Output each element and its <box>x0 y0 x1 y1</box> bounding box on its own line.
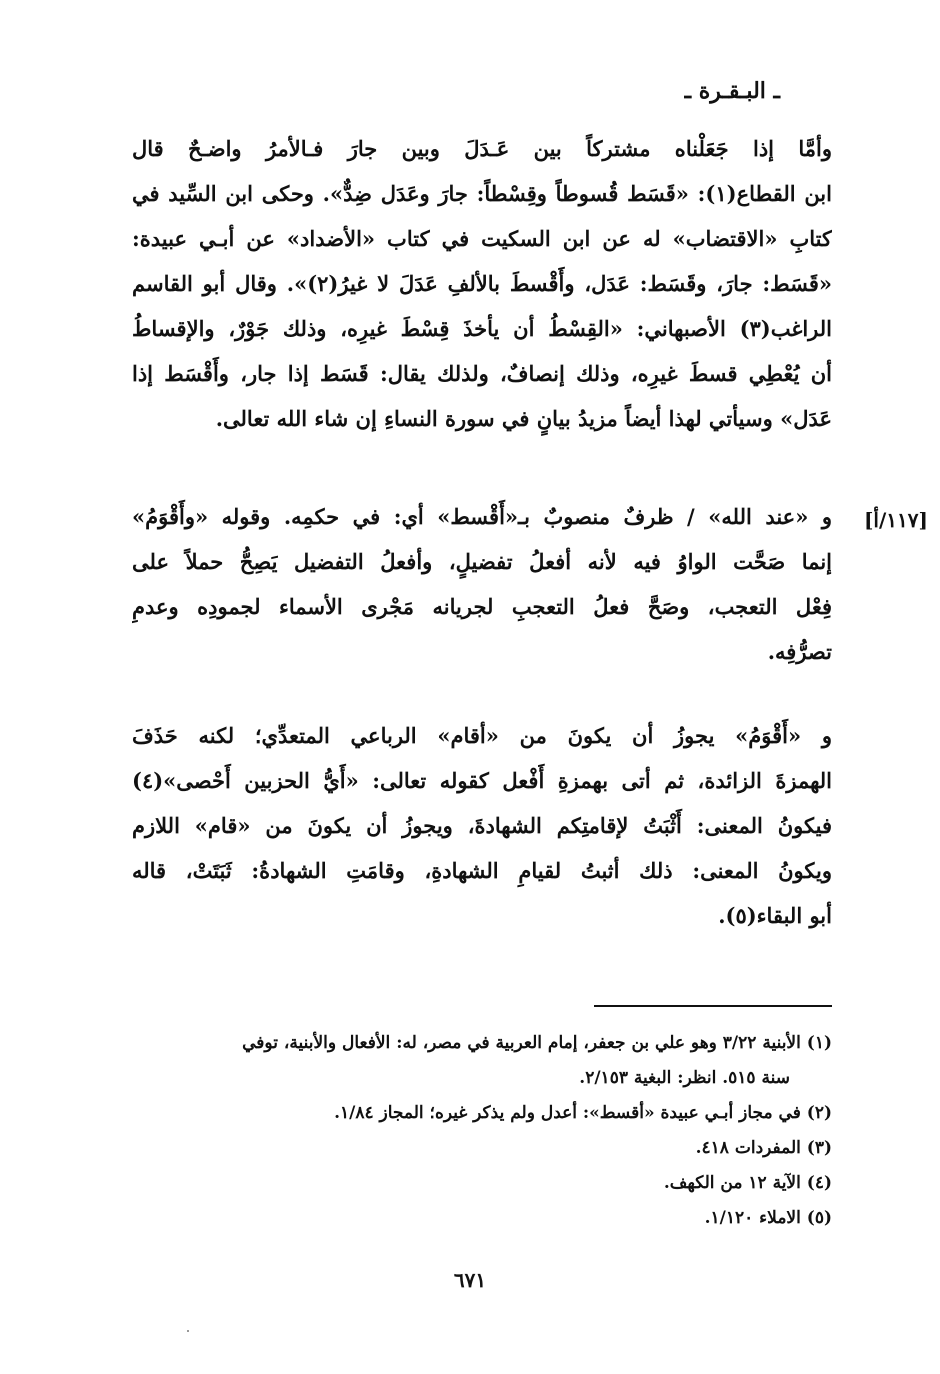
text-line: ويكونُ المعنى: ذلك أثبتُ لقيامِ الشهادةِ، وقامَتِ الشهادةُ: ثَبَتَتْ، قاله <box>132 858 832 883</box>
text-line: عَدَل» وسيأتي لهذا أيضاً مزيدُ بيانٍ في سورة النساءِ إن شاء الله تعالى. <box>215 406 832 431</box>
text-line: تصرُّفِه. <box>767 639 832 664</box>
running-header: ـ البـقـرة ـ <box>684 78 780 104</box>
footnote-1: (١) الأبنية ٣/٢٢ وهو علي بن جعفر، إمام العربية في مصر، له: الأفعال والأبنية، توفي <box>242 1033 832 1053</box>
text-line: الهمزةَ الزائدة، ثم أتى بهمزةِ أَفْعل كقوله تعالى: «أَيُّ الحزبين أَحْصى»(٤) <box>132 768 832 793</box>
margin-folio-reference: [١١٧/أ] <box>863 508 928 532</box>
text-line: وأمَّا إذا جَعَلْناه مشتركاً بين عَـدَلَ وبين جارَ فـالأمرُ واضـحٌ قال <box>132 136 832 161</box>
text-line: فيكونُ المعنى: أَثْبَتُ لإقامتِكم الشهادةَ، ويجوزُ أن يكونَ من «قام» اللازم <box>132 813 832 838</box>
page-number: ٦٧١ <box>453 1268 487 1292</box>
text-line: أن يُعْطِي قسطَ غيرِه، وذلك إنصافٌ، ولذلك يقال: قَسَط إذا جار، وأَقْسَط إذا <box>132 361 832 386</box>
footnotes <box>132 1026 832 1236</box>
footnote-5: (٥) الاملاء ١/١٢٠. <box>704 1208 832 1228</box>
text-line: إنما صَحَّت الواوُ فيه لأنه أفعلُ تفضيلٍ، وأفعلُ التفضيل يَصِحُّ حملاً على <box>132 549 832 574</box>
text-line: «قَسَط: جارَ، وقَسَط: عَدَل، وأَقْسطَ بالألفِ عَدَلَ لا غيرُ(٢)». وقال أبو القاسم <box>132 271 832 296</box>
paragraph-2 <box>132 494 832 674</box>
text-line: كتابِ «الاقتضاب» له عن ابن السكيت في كتاب «الأضداد» عن أبـي عبيدة: <box>132 226 832 251</box>
text-line: أبو البقاء(٥). <box>718 903 832 928</box>
text-line: ابن القطاع(١): «قَسَط قُسوطاً وقِسْطاً: جارَ وعَدَل ضِدٌّ». وحكى ابن السِّيد في <box>132 181 832 206</box>
text-line: الراغب(٣) الأصبهاني: «القِسْطُ أن يأخذَ قِسْطَ غيرِه، وذلك جَوْرٌ، والإقساطُ <box>132 316 832 341</box>
footnote-3: (٣) المفردات ٤١٨. <box>695 1138 832 1158</box>
text-line: و «أَقْوَمُ» يجوزُ أن يكونَ من «أقام» الرباعي المتعدِّي؛ لكنه حَذَفَ <box>132 723 832 748</box>
text-line: فِعْل التعجب، وصَحَّ فعلُ التعجبِ لجريانه مَجْرى الأسماء لجمودِه وعدمِ <box>132 594 832 619</box>
footnote-1-continuation: سنة ٥١٥. انظر: البغية ٢/١٥٣. <box>579 1068 790 1088</box>
footnote-4: (٤) الآية ١٢ من الكهف. <box>663 1173 832 1193</box>
paragraph-3 <box>132 713 832 938</box>
text-line: و «عند الله» / ظرفٌ منصوبٌ بـ«أَقْسط» أي: في حكمِه. وقوله «وأَقْوَمُ» <box>132 504 832 529</box>
scan-speck <box>187 1330 189 1332</box>
paragraph-1 <box>132 126 832 441</box>
footnote-divider <box>594 1005 832 1007</box>
footnote-2: (٢) في مجاز أبـي عبيدة «أقسط»: أعدل ولم يذكر غيره؛ المجاز ١/٨٤. <box>334 1103 832 1123</box>
